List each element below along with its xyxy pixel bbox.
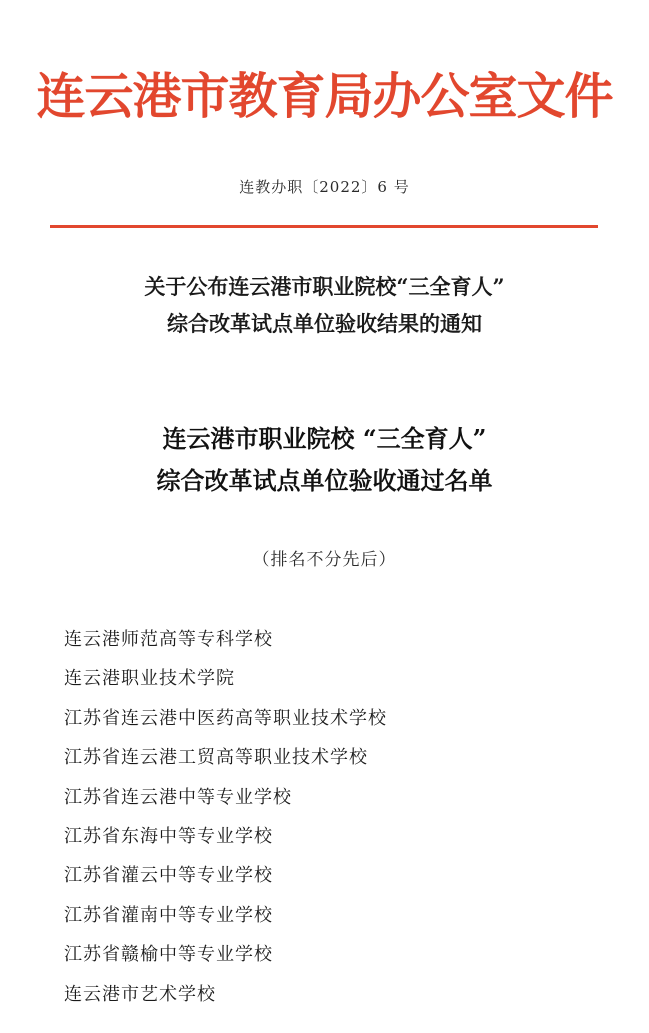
header-divider <box>50 225 598 228</box>
list-item: 江苏省连云港工贸高等职业技术学校 <box>64 747 368 769</box>
document-header-title: 连云港市教育局办公室文件 <box>36 67 613 125</box>
list-title-line-2: 综合改革试点单位验收通过名单 <box>156 466 493 495</box>
list-item: 江苏省赣榆中等专业学校 <box>64 944 273 966</box>
list-item: 江苏省灌南中等专业学校 <box>64 904 273 926</box>
list-title-line-1: 连云港市职业院校 “三全育人” <box>162 424 487 453</box>
list-item: 江苏省连云港中医药高等职业技术学校 <box>64 707 387 729</box>
list-item: 江苏省灌云中等专业学校 <box>64 865 273 887</box>
document-number: 连教办职〔2022〕6 号 <box>239 178 410 196</box>
list-item: 连云港职业技术学院 <box>64 668 235 690</box>
notice-title-line-2: 综合改革试点单位验收结果的通知 <box>167 311 482 336</box>
list-item: 连云港师范高等专科学校 <box>64 629 273 650</box>
list-item: 连云港市艺术学校 <box>64 983 216 1005</box>
list-item: 江苏省连云港中等专业学校 <box>64 786 292 808</box>
list-title <box>0 418 649 502</box>
list-item: 江苏省东海中等专业学校 <box>64 825 273 847</box>
notice-title-line-1: 关于公布连云港市职业院校“三全育人” <box>144 274 505 299</box>
notice-title <box>0 268 649 342</box>
school-list <box>64 620 387 1014</box>
order-note: （排名不分先后） <box>252 550 397 570</box>
